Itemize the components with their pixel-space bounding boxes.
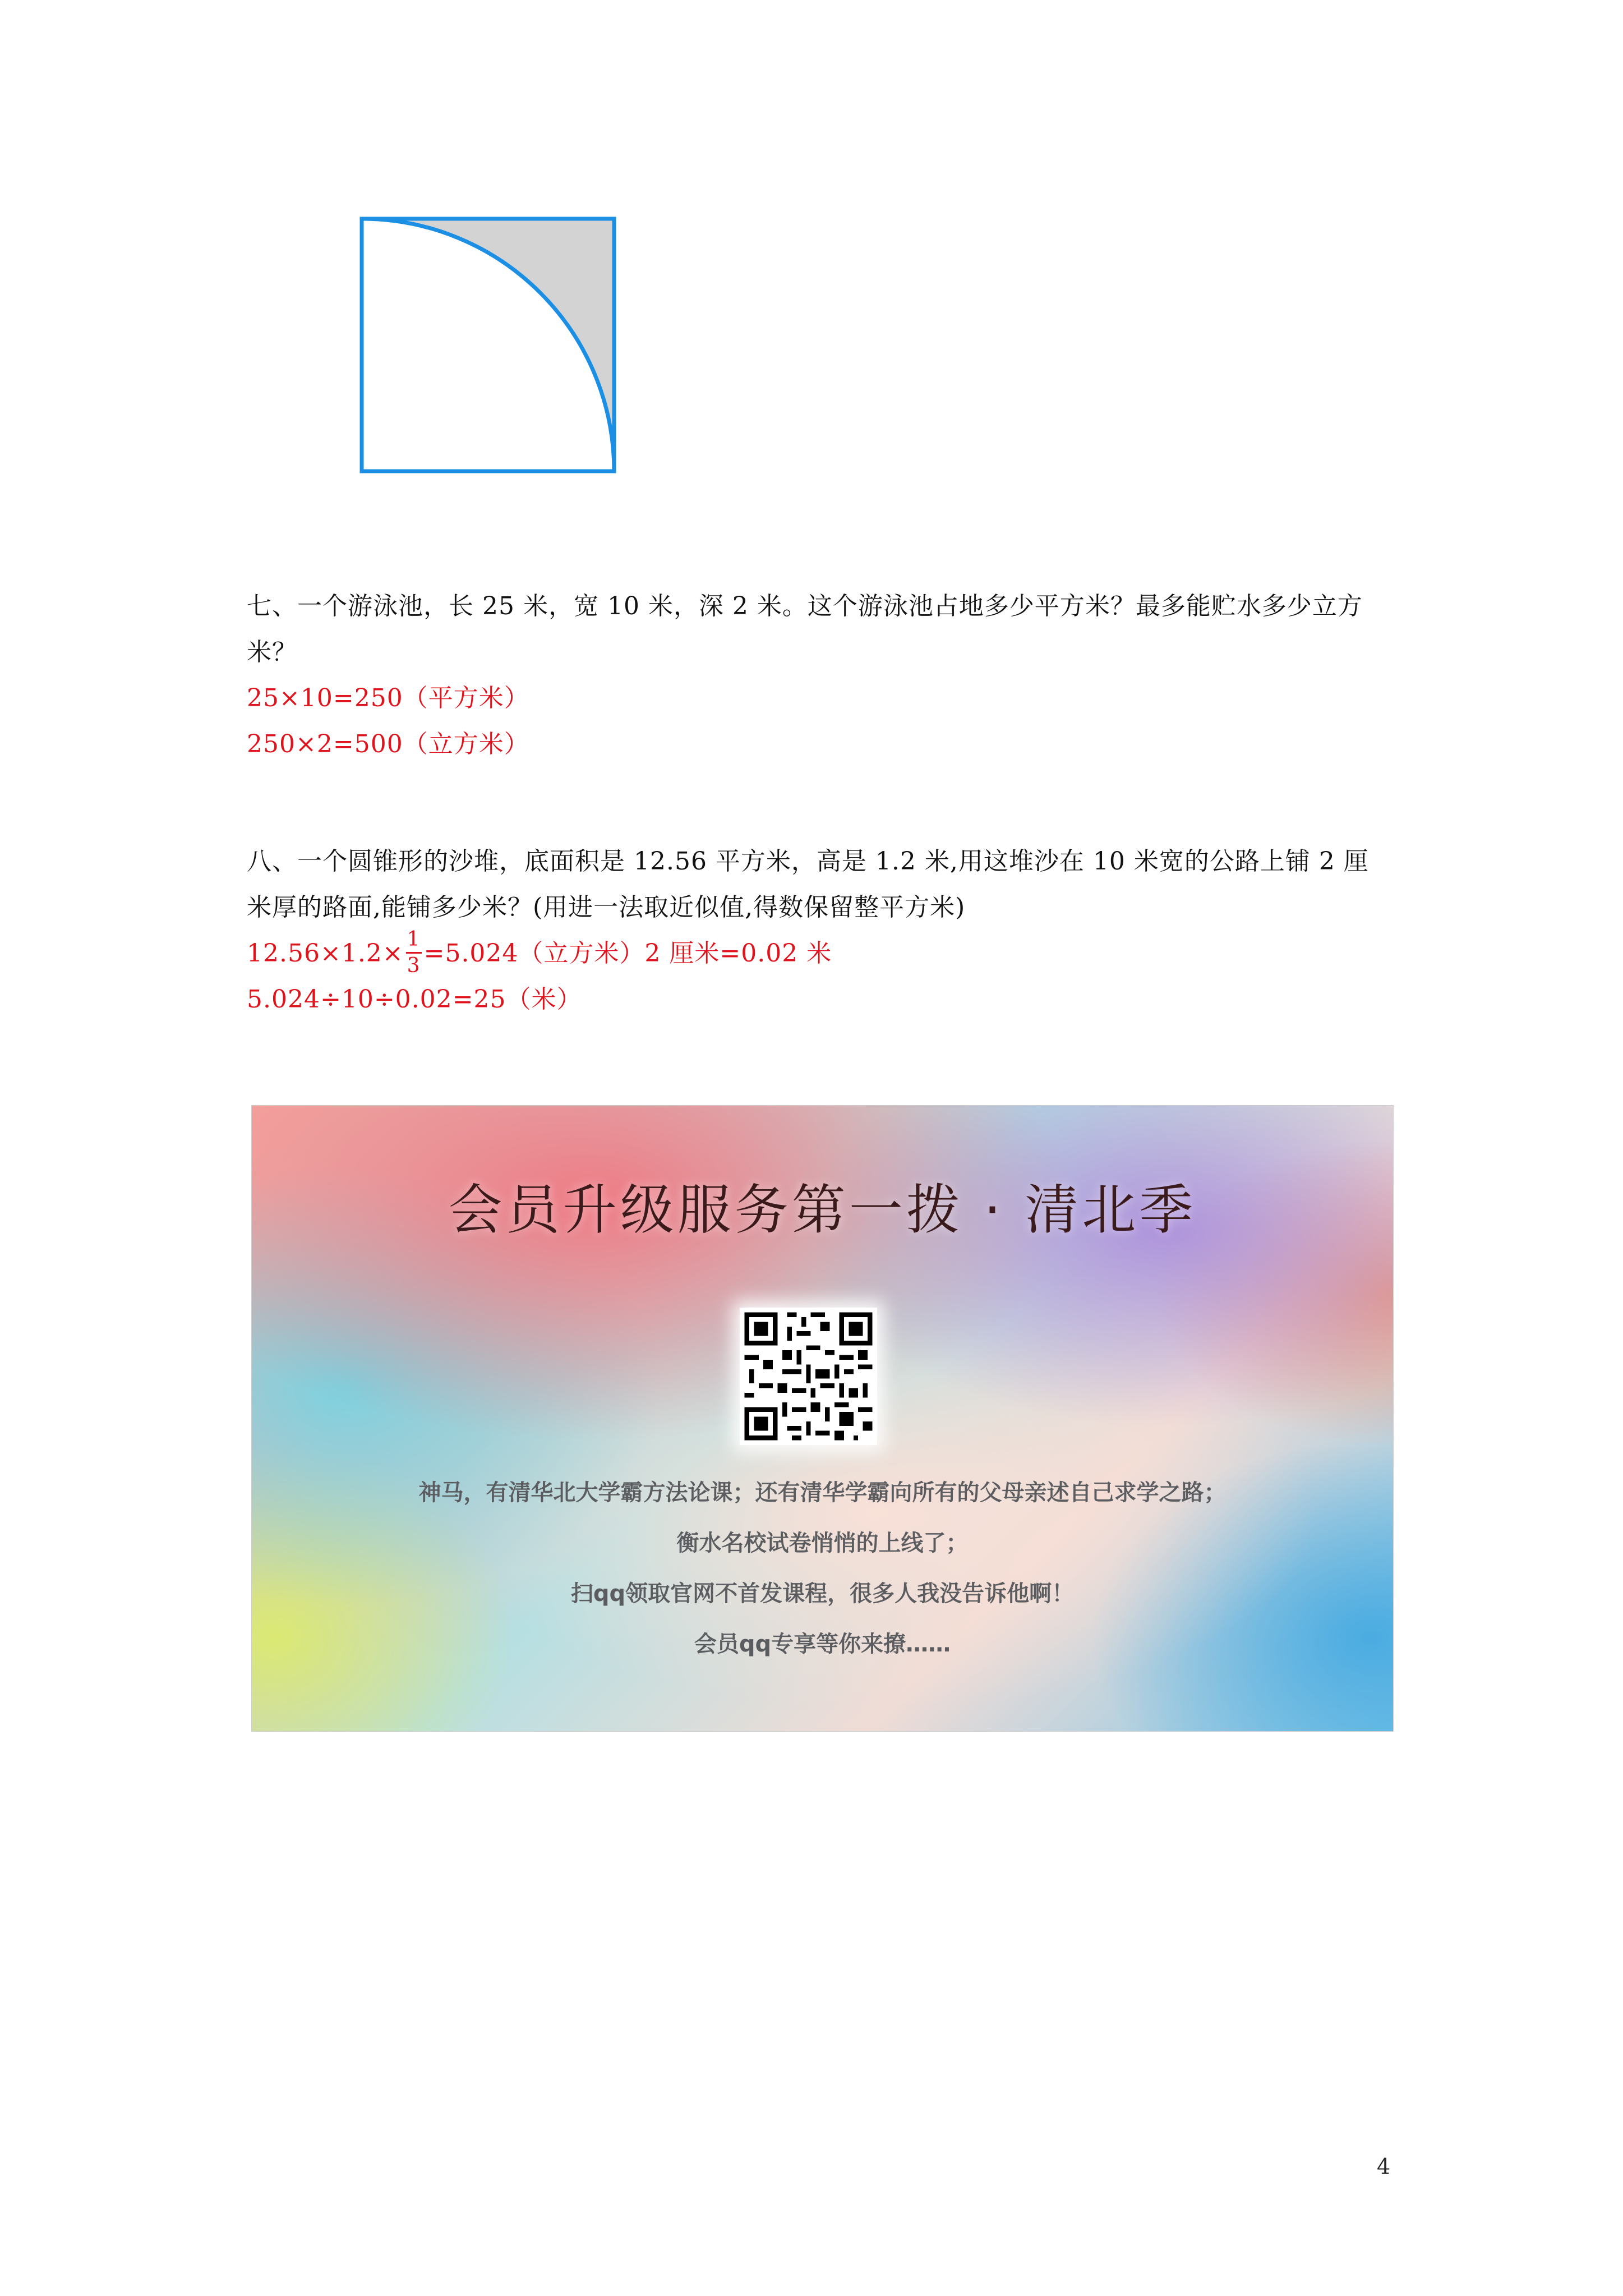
promo-banner[interactable] xyxy=(251,1105,1394,1732)
answer-1-result: =5.024（立方米）2 厘米=0.02 米 xyxy=(423,939,832,968)
question-7-answer-2: 250×2=500（立方米） xyxy=(247,730,529,758)
page-number: 4 xyxy=(1377,2154,1391,2179)
question-8 xyxy=(247,839,1391,1023)
banner-line: 神马，有清华北大学霸方法论课；还有清华学霸向所有的父母亲述自己求学之路； xyxy=(418,1480,1227,1506)
fraction-one-third xyxy=(406,927,422,978)
question-7-answer-1: 25×10=250（平方米） xyxy=(247,684,529,712)
question-8-answer-1 xyxy=(247,927,1391,977)
banner-line: 衡水名校试卷悄悄的上线了； xyxy=(676,1530,969,1556)
quarter-circle-figure xyxy=(359,216,617,474)
question-7-text: 七、一个游泳池，长 25 米，宽 10 米，深 2 米。这个游泳池占地多少平方米？最多能贮水多少立方米？ xyxy=(247,592,1363,666)
qr-code-icon[interactable] xyxy=(740,1308,877,1445)
fraction-denominator: 3 xyxy=(407,954,421,977)
banner-text xyxy=(252,1467,1393,1669)
question-8-answer-2: 5.024÷10÷0.02=25（米） xyxy=(247,985,582,1014)
question-8-text: 八、一个圆锥形的沙堆，底面积是 12.56 平方米，高是 1.2 米,用这堆沙在 10 米宽的公路上铺 2 厘米厚的路面,能铺多少米？(用进一法取近似值,得数保留整平方米) xyxy=(247,847,1369,922)
answer-1-expression: 12.56×1.2× xyxy=(247,939,404,968)
fraction-numerator: 1 xyxy=(406,927,422,954)
question-7 xyxy=(247,583,1391,767)
shaded-region xyxy=(362,219,614,471)
banner-line: 会员qq专享等你来撩…… xyxy=(694,1631,951,1657)
banner-title: 会员升级服务第一拨 · 清北季 xyxy=(448,1179,1197,1241)
banner-line: 扫qq领取官网不首发课程，很多人我没告诉他啊！ xyxy=(570,1581,1075,1607)
